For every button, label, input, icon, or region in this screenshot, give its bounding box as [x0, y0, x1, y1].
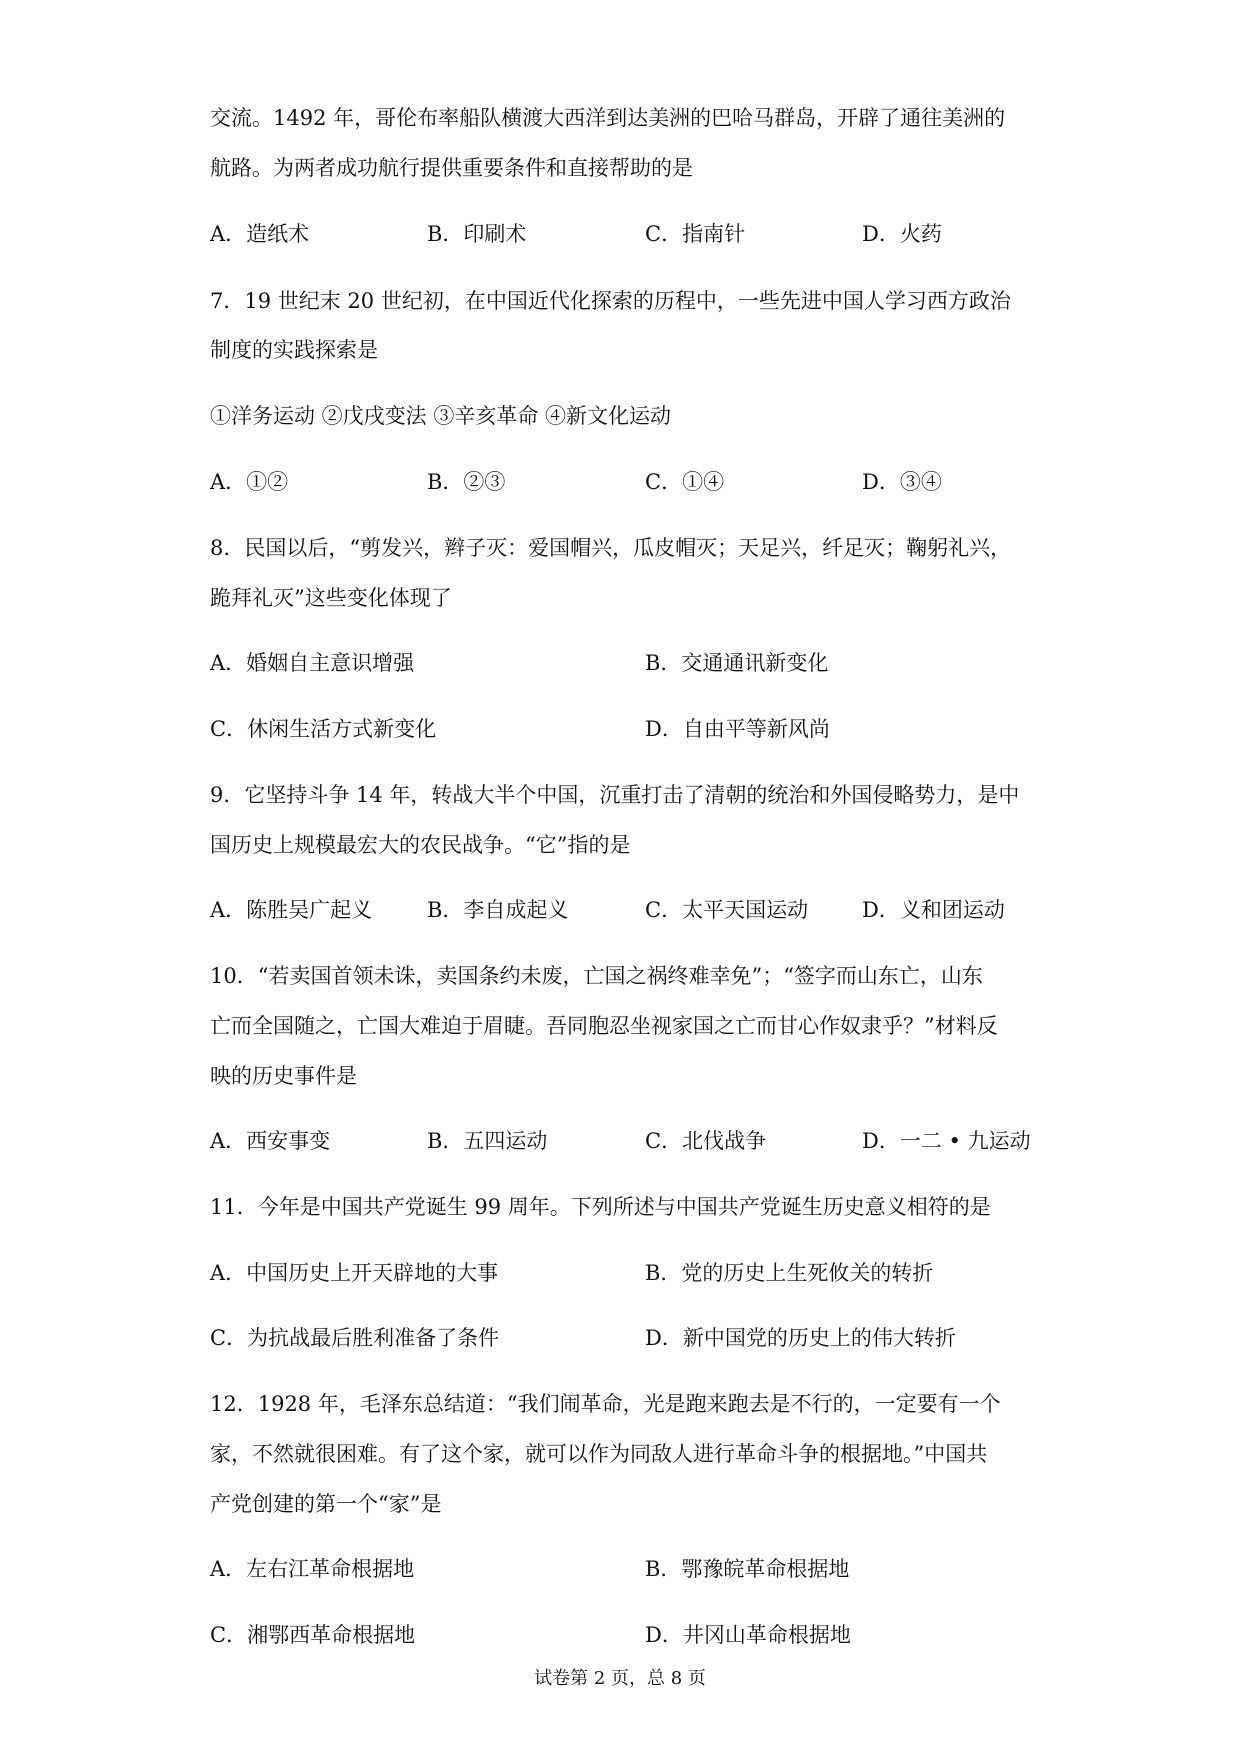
option-b: B．印刷术	[427, 222, 527, 246]
option-c: C．指南针	[645, 222, 746, 246]
question-12-options-row-2	[210, 1620, 1060, 1650]
question-8-options-row-1	[210, 648, 1060, 678]
option-a: A．左右江革命根据地	[210, 1557, 415, 1581]
question-10-stem-line-1: 10．“若卖国首领未诛，卖国条约未废，亡国之祸终难幸免”；“签字而山东亡，山东	[210, 964, 983, 988]
question-12-stem-line-3: 产党创建的第一个“家”是	[210, 1492, 442, 1516]
question-9-options	[210, 895, 1060, 925]
option-c: C．太平天国运动	[645, 898, 809, 922]
option-c: C．为抗战最后胜利准备了条件	[210, 1326, 500, 1350]
option-a: A．中国历史上开天辟地的大事	[210, 1261, 499, 1285]
question-7-stem-line-2: 制度的实践探索是	[210, 338, 378, 362]
question-7-options	[210, 467, 1060, 497]
question-10-options	[210, 1126, 1060, 1156]
question-12-stem-line-1: 12．1928 年，毛泽东总结道：“我们闹革命，光是跑来跑去是不行的，一定要有一个	[210, 1392, 1001, 1416]
option-a: A．婚姻自主意识增强	[210, 651, 415, 675]
option-d: D．义和团运动	[862, 898, 1005, 922]
question-8-options-row-2	[210, 714, 1060, 744]
question-6-stem-line-2: 航路。为两者成功航行提供重要条件和直接帮助的是	[210, 156, 693, 180]
question-9-stem-line-1: 9．它坚持斗争 14 年，转战大半个中国，沉重打击了清朝的统治和外国侵略势力，是中	[210, 783, 1020, 807]
option-d: D．火药	[862, 222, 942, 246]
option-a: A．西安事变	[210, 1129, 331, 1153]
option-b: B．交通通讯新变化	[645, 651, 829, 675]
question-8-stem-line-2: 跪拜礼灭”这些变化体现了	[210, 586, 452, 610]
option-b: B．鄂豫皖革命根据地	[645, 1557, 850, 1581]
option-c: C．①④	[645, 470, 725, 494]
option-b: B．②③	[427, 470, 506, 494]
option-d: D．井冈山革命根据地	[645, 1623, 851, 1647]
option-c: C．湘鄂西革命根据地	[210, 1623, 416, 1647]
page-footer: 试卷第 2 页，总 8 页	[534, 1668, 706, 1689]
question-7-items: ①洋务运动 ②戊戌变法 ③辛亥革命 ④新文化运动	[210, 404, 672, 428]
option-c: C．休闲生活方式新变化	[210, 717, 437, 741]
option-b: B．党的历史上生死攸关的转折	[645, 1261, 934, 1285]
question-11-options-row-1	[210, 1258, 1060, 1288]
option-c: C．北伐战争	[645, 1129, 767, 1153]
question-9-stem-line-2: 国历史上规模最宏大的农民战争。“它”指的是	[210, 833, 631, 857]
question-7-stem-line-1: 7．19 世纪末 20 世纪初，在中国近代化探索的历程中，一些先进中国人学习西方政治	[210, 289, 1011, 313]
option-d: D．③④	[862, 470, 942, 494]
question-10-stem-line-2: 亡而全国随之，亡国大难迫于眉睫。吾同胞忍坐视家国之亡而甘心作奴隶乎？”材料反	[210, 1014, 998, 1038]
option-d: D．自由平等新风尚	[645, 717, 830, 741]
option-d: D．一二 • 九运动	[862, 1129, 1031, 1153]
question-11-options-row-2	[210, 1323, 1060, 1353]
question-6-options	[210, 219, 1060, 249]
option-b: B．五四运动	[427, 1129, 548, 1153]
option-b: B．李自成起义	[427, 898, 569, 922]
question-10-stem-line-3: 映的历史事件是	[210, 1064, 357, 1088]
question-11-stem-line-1: 11．今年是中国共产党诞生 99 周年。下列所述与中国共产党诞生历史意义相符的是	[210, 1195, 991, 1219]
question-12-stem-line-2: 家，不然就很困难。有了这个家，就可以作为同敌人进行革命斗争的根据地。”中国共	[210, 1442, 988, 1466]
option-a: A．①②	[210, 470, 289, 494]
option-d: D．新中国党的历史上的伟大转折	[645, 1326, 956, 1350]
option-a: A．造纸术	[210, 222, 310, 246]
question-8-stem-line-1: 8．民国以后，“剪发兴，辫子灭：爱国帽兴，瓜皮帽灭；天足兴，纤足灭；鞠躬礼兴，	[210, 536, 1012, 560]
question-6-stem-line-1: 交流。1492 年，哥伦布率船队横渡大西洋到达美洲的巴哈马群岛，开辟了通往美洲的	[210, 106, 1006, 130]
option-a: A．陈胜吴广起义	[210, 898, 373, 922]
question-12-options-row-1	[210, 1554, 1060, 1584]
